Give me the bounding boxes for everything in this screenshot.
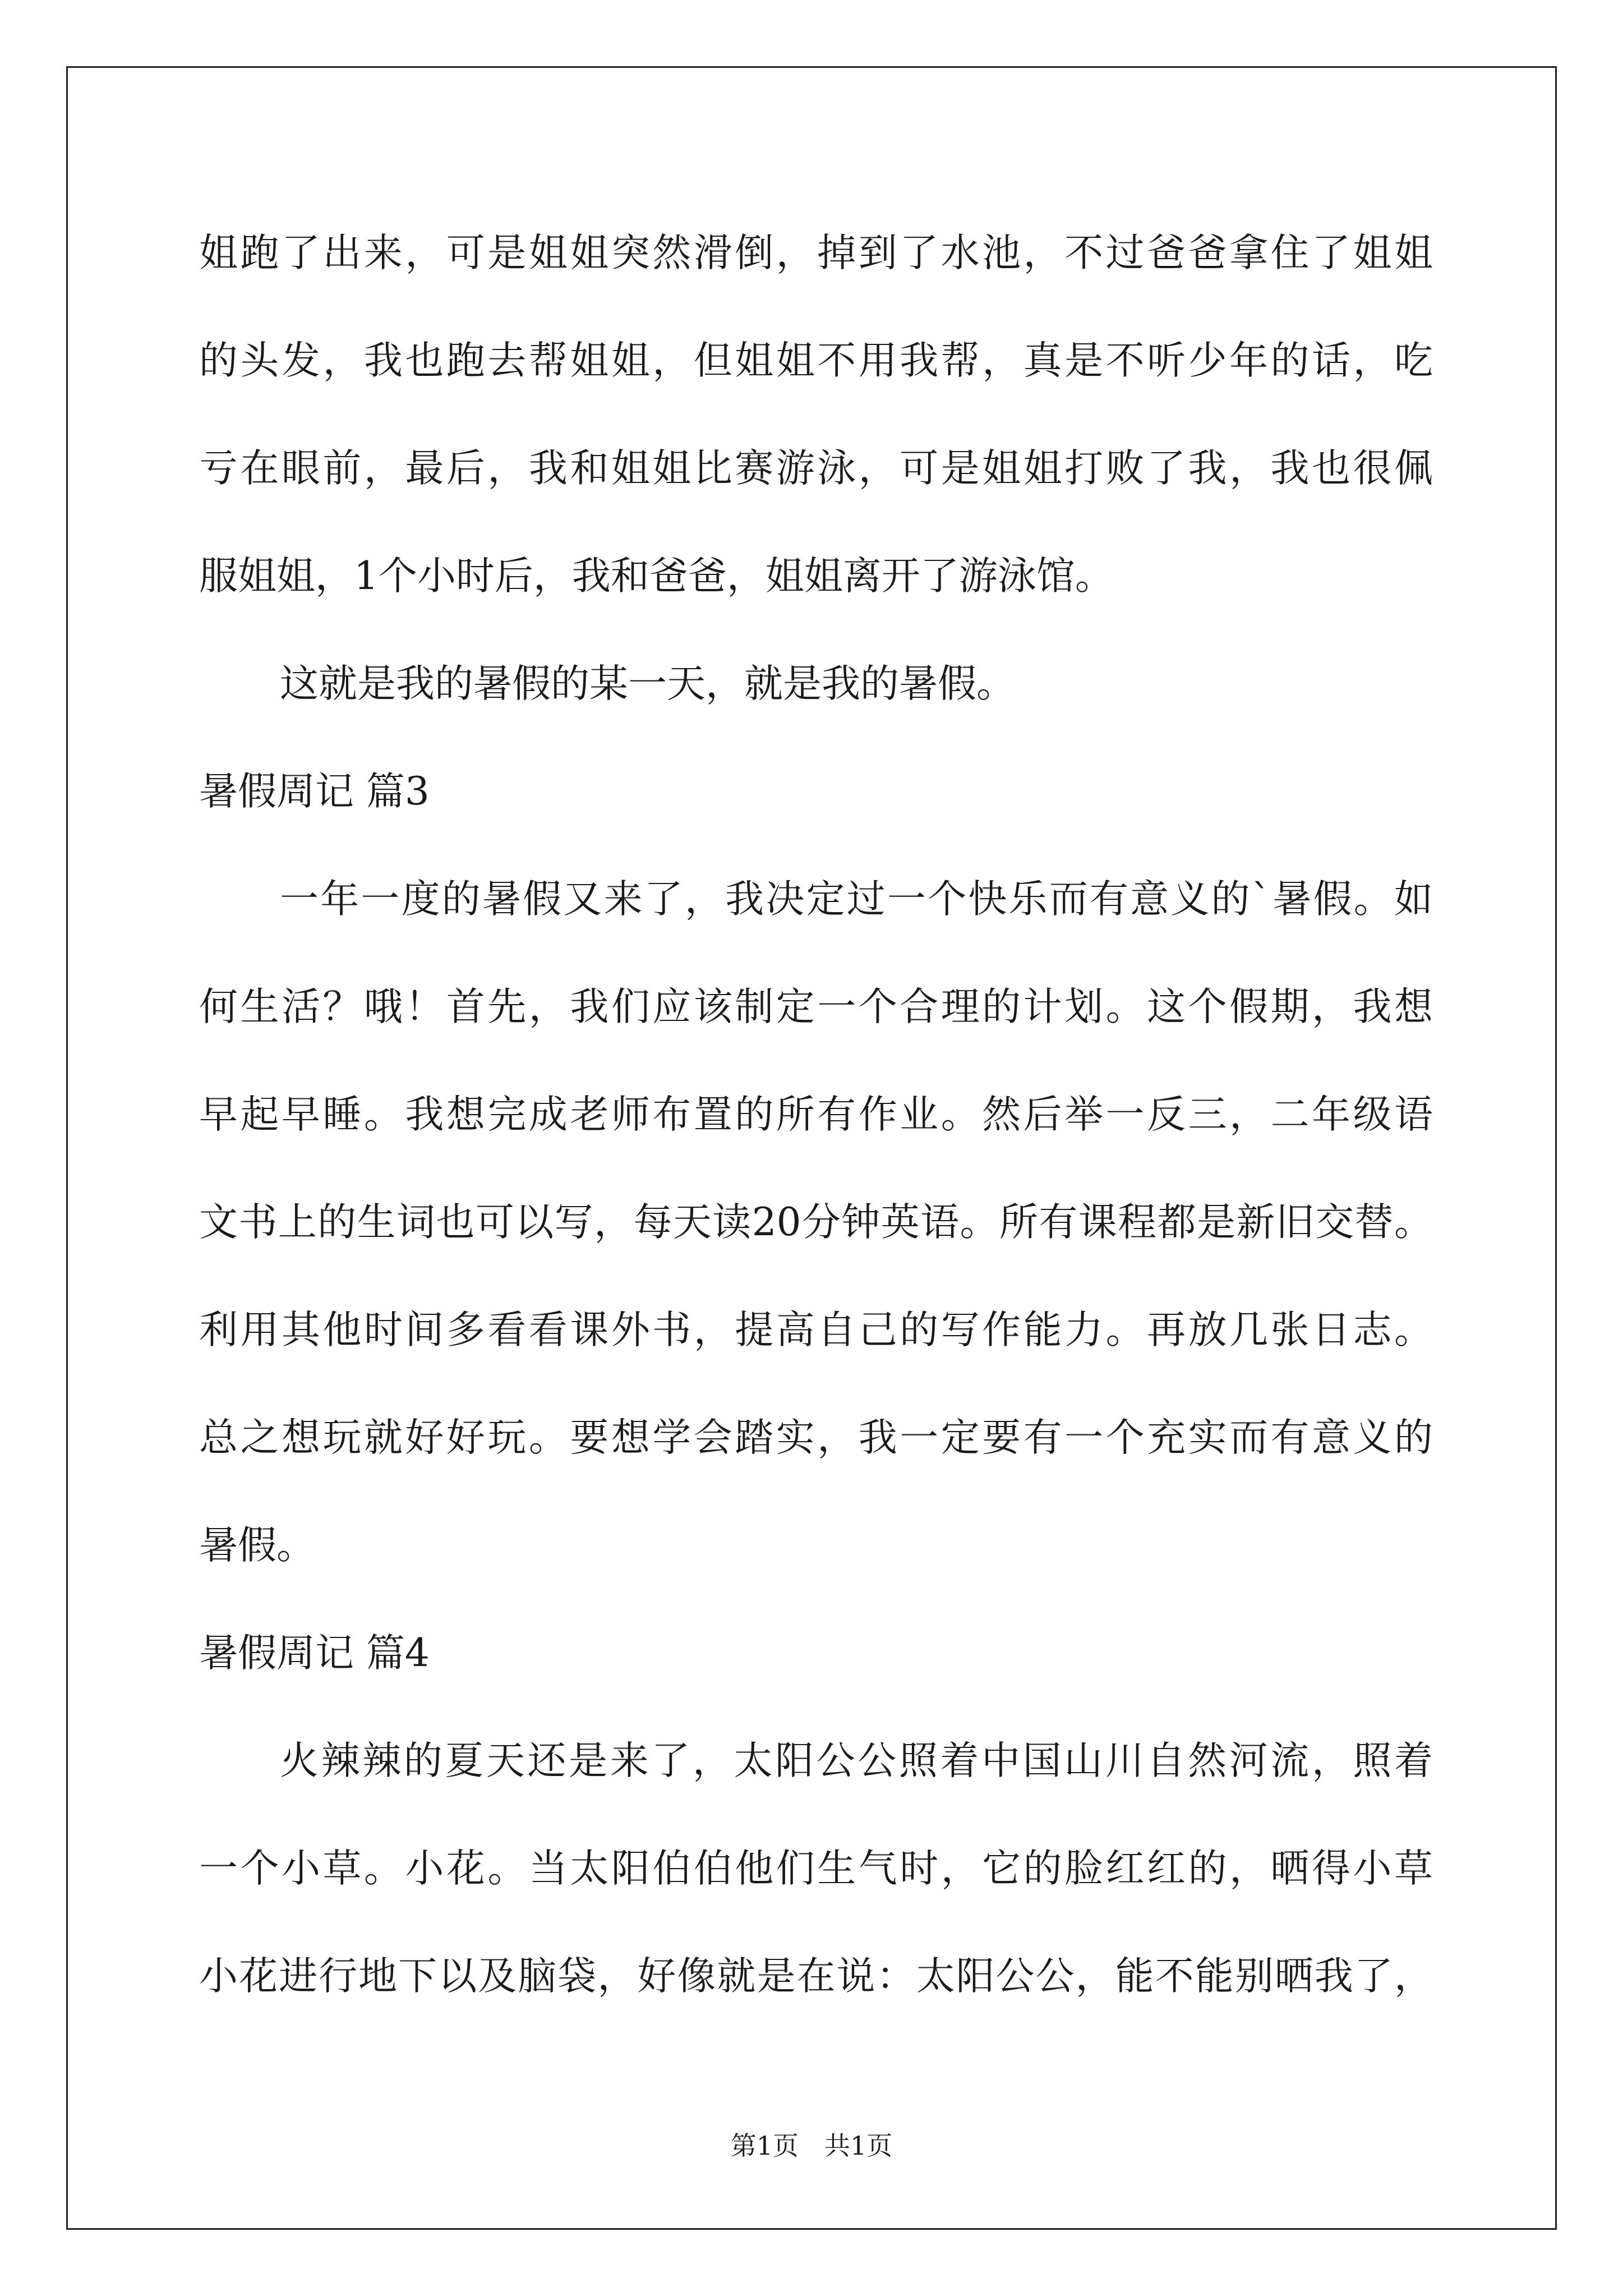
page-footer <box>0 2129 1623 2162</box>
text-line: 的头发，我也跑去帮姐姐，但姐姐不用我帮，真是不听少年的话，吃 <box>199 338 1433 383</box>
text-line: 早起早睡。我想完成老师布置的所有作业。然后举一反三，二年级语 <box>199 1092 1433 1137</box>
section-heading: 暑假周记 篇3 <box>199 769 430 814</box>
text-line: 小花进行地下以及脑袋，好像就是在说：太阳公公，能不能别晒我了， <box>199 1954 1433 1999</box>
text-line: 姐跑了出来，可是姐姐突然滑倒，掉到了水池，不过爸爸拿住了姐姐 <box>199 231 1433 275</box>
page-number-total: 共1页 <box>824 2131 893 2161</box>
text-line: 这就是我的暑假的某一天，就是我的暑假。 <box>280 661 1015 706</box>
text-line: 亏在眼前，最后，我和姐姐比赛游泳，可是姐姐打败了我，我也很佩 <box>199 446 1433 491</box>
section-heading: 暑假周记 篇4 <box>199 1631 430 1676</box>
text-line: 文书上的生词也可以写，每天读20分钟英语。所有课程都是新旧交替。 <box>199 1200 1433 1245</box>
text-line: 暑假。 <box>199 1523 315 1568</box>
text-line: 何生活？哦！首先，我们应该制定一个合理的计划。这个假期，我想 <box>199 984 1433 1029</box>
text-line: 服姐姐，1个小时后，我和爸爸，姐姐离开了游泳馆。 <box>199 554 1114 599</box>
text-line: 一个小草。小花。当太阳伯伯他们生气时，它的脸红红的，晒得小草 <box>199 1846 1433 1891</box>
text-line: 一年一度的暑假又来了，我决定过一个快乐而有意义的`暑假。如 <box>280 877 1433 922</box>
page-number-current: 第1页 <box>730 2131 799 2161</box>
text-line: 火辣辣的夏天还是来了，太阳公公照着中国山川自然河流，照着 <box>280 1738 1433 1783</box>
text-line: 利用其他时间多看看课外书，提高自己的写作能力。再放几张日志。 <box>199 1308 1433 1352</box>
document-body <box>199 199 1433 2030</box>
text-line: 总之想玩就好好玩。要想学会踏实，我一定要有一个充实而有意义的 <box>199 1415 1433 1460</box>
